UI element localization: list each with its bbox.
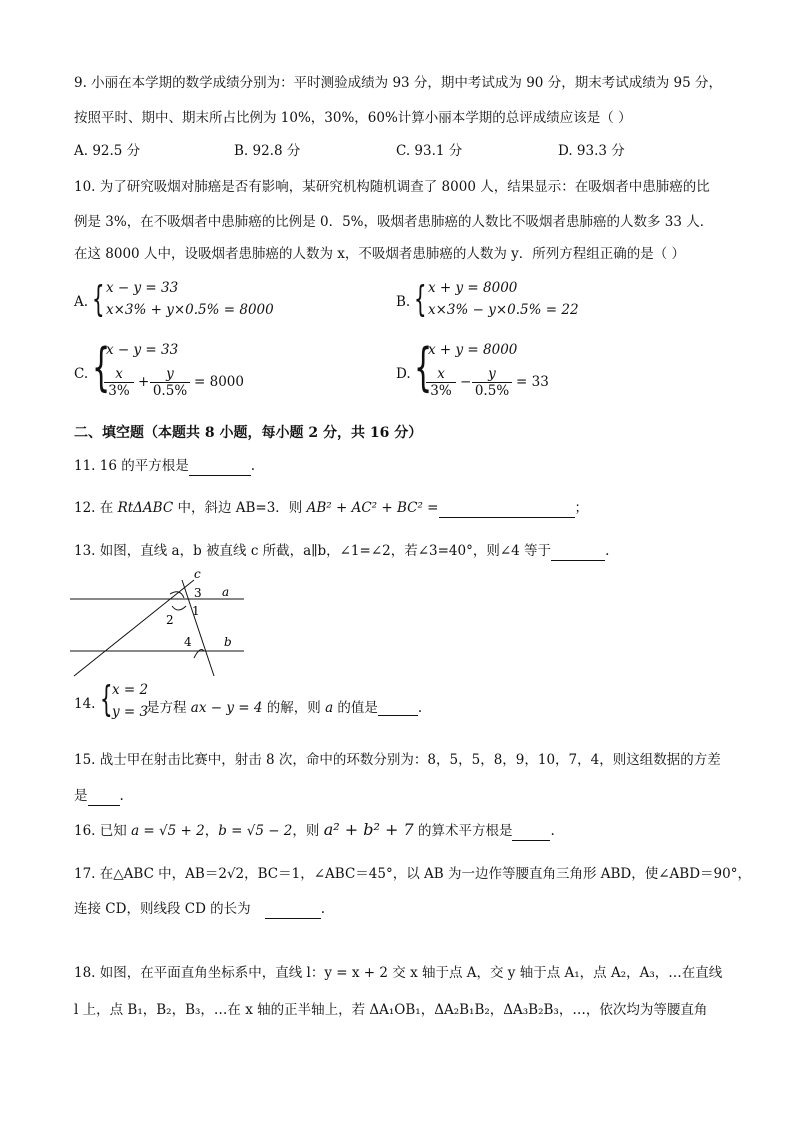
- q12-pre: 12. 在: [74, 500, 118, 516]
- q9-option-d: D. 93.3 分: [558, 143, 625, 159]
- equation: ax − y = 4: [190, 700, 263, 716]
- q10-option-b: [396, 280, 716, 330]
- q9-option-a: A. 92.5 分: [74, 143, 141, 159]
- answer-blank: [88, 789, 120, 806]
- brace: {: [92, 338, 111, 398]
- option-label: D.: [396, 366, 411, 382]
- q14: [74, 679, 574, 728]
- q14-after: 的解，则: [262, 700, 326, 716]
- denominator: 3%: [108, 383, 130, 399]
- label-b: b: [224, 635, 232, 649]
- period: .: [320, 901, 325, 917]
- numerator: y: [150, 366, 190, 383]
- semicolon: ；: [574, 500, 588, 516]
- equation-1: x − y = 33: [106, 280, 179, 296]
- parallel-lines-figure: [70, 566, 250, 678]
- q14-number: 14.: [74, 696, 96, 712]
- expression: a² + b² + 7: [323, 820, 414, 839]
- q9-option-c: C. 93.1 分: [396, 143, 463, 159]
- q17-text: 连接 CD，则线段 CD 的长为: [74, 901, 251, 917]
- answer-blank: [265, 902, 321, 919]
- section-heading: 二、填空题（本题共 8 小题，每小题 2 分，共 16 分）: [74, 425, 423, 441]
- value-a: a = √5 + 2: [131, 823, 205, 839]
- q15-line1: 15. 战士甲在射击比赛中，射击 8 次，命中的环数分别为：8，5，5，8，9，10，7，4，则这组数据的方差: [74, 752, 721, 768]
- q10-option-d: [396, 338, 696, 408]
- equation-1: x + y = 8000: [428, 280, 518, 296]
- q10-line2: 例是 3%，在不吸烟者中患肺癌的比例是 0．5%，吸烟者患肺癌的人数比不吸烟者患肺癌的人数多 33 人．: [74, 214, 714, 230]
- q10-line1: 10. 为了研究吸烟对肺癌是否有影响，某研究机构随机调查了 8000 人，结果显示：在吸烟者中患肺癌的比: [74, 179, 710, 195]
- q13-text: 13. 如图，直线 a，b 被直线 c 所截，a∥b，∠1=∠2，若∠3=40°，则∠4 等于: [74, 543, 552, 559]
- variable-a: a: [325, 700, 334, 716]
- q16-tail: 的算术平方根是: [413, 823, 513, 839]
- period: .: [119, 788, 124, 804]
- triangle-name: RtΔABC: [117, 500, 174, 516]
- q12-mid: 中，斜边 AB=3．则: [173, 500, 307, 516]
- label-angle-3: 3: [194, 586, 202, 600]
- label-angle-4: 4: [184, 635, 192, 649]
- q15-line2: [74, 786, 124, 806]
- q17-line1: 17. 在△ABC 中，AB＝2√2，BC＝1，∠ABC＝45°，以 AB 为一边作等腰直角三角形 ABD，使∠ABD＝90°，: [74, 866, 751, 882]
- q16: [74, 820, 555, 841]
- q10-option-a: [74, 280, 374, 330]
- rhs: = 33: [516, 374, 549, 390]
- brace: {: [414, 279, 427, 320]
- q9-line2: 按照平时、期中、期末所占比例为 10%，30%，60%计算小丽本学期的总评成绩应该是（ ）: [74, 110, 632, 126]
- transversal: [74, 580, 194, 676]
- minus-sign: −: [460, 374, 472, 390]
- equation-1: x = 2: [112, 682, 149, 698]
- q18-line1: 18. 如图，在平面直角坐标系中，直线 l：y = x + 2 交 x 轴于点 A，交 y 轴于点 A₁，点 A₂，A₃，…在直线: [74, 965, 723, 981]
- denominator: 3%: [430, 383, 452, 399]
- q11: [74, 456, 255, 476]
- brace: {: [414, 338, 433, 398]
- answer-blank: [551, 544, 605, 561]
- q18-line2: l 上，点 B₁，B₂，B₃，…在 x 轴的正半轴上，若 ΔA₁OB₁，ΔA₂B₁B₂，ΔA₃B₂B₃，…，依次均为等腰直角: [74, 1002, 708, 1018]
- equation-1: x + y = 8000: [428, 342, 518, 358]
- q10-line3: 在这 8000 人中，设吸烟者患肺癌的人数为 x，不吸烟者患肺癌的人数为 y．所列方程组正确的是（ ）: [74, 246, 686, 262]
- option-label: C.: [74, 366, 89, 382]
- period: .: [550, 823, 555, 839]
- label-a: a: [222, 585, 230, 599]
- q11-text: 11. 16 的平方根是: [74, 458, 189, 474]
- q9-option-b: B. 92.8 分: [234, 143, 301, 159]
- period: .: [417, 700, 423, 716]
- answer-blank: [189, 459, 251, 476]
- equation-2: y = 3: [112, 704, 149, 720]
- q17-line2: [74, 899, 325, 919]
- denominator: 0.5%: [474, 383, 510, 399]
- q9-line1: 9. 小丽在本学期的数学成绩分别为：平时测验成绩为 93 分，期中考试成为 90 分，期末考试成绩为 95 分，: [74, 75, 722, 91]
- q10-option-c: [74, 338, 374, 408]
- fraction-x: [426, 366, 456, 399]
- equals: =: [422, 500, 439, 516]
- period: .: [605, 543, 610, 559]
- brace: {: [100, 679, 113, 720]
- label-angle-2: 2: [166, 613, 174, 627]
- expression: AB² + AC² + BC²: [306, 500, 423, 516]
- label-angle-1: 1: [192, 604, 200, 618]
- q15-text: 是: [74, 788, 88, 804]
- q14-tail: 的值是: [333, 700, 378, 716]
- equation-2: x×3% + y×0.5% = 8000: [106, 302, 274, 318]
- numerator: y: [472, 366, 512, 383]
- fraction-y: [150, 366, 190, 399]
- q16-mid: ，则: [292, 823, 324, 839]
- q16-pre: 16. 已知: [74, 823, 132, 839]
- answer-blank: [378, 699, 418, 716]
- denominator: 0.5%: [152, 383, 188, 399]
- answer-blank: [512, 824, 550, 841]
- fraction-y: [472, 366, 512, 399]
- answer-blank: [439, 501, 575, 518]
- rhs: = 8000: [194, 374, 244, 390]
- q12: [74, 498, 588, 518]
- numerator: x: [426, 366, 456, 383]
- numerator: x: [104, 366, 134, 383]
- equation-2: x×3% − y×0.5% = 22: [428, 302, 579, 318]
- option-label: A.: [74, 294, 89, 310]
- option-label: B.: [396, 294, 411, 310]
- plus-sign: +: [138, 374, 150, 390]
- q13: [74, 541, 609, 561]
- fraction-x: [104, 366, 134, 399]
- period: .: [250, 458, 256, 474]
- q14-mid: 是方程: [146, 700, 191, 716]
- angle-arc-1: [172, 606, 186, 610]
- separator: ，: [204, 823, 219, 839]
- equation-1: x − y = 33: [106, 342, 179, 358]
- value-b: b = √5 − 2: [218, 823, 293, 839]
- brace: {: [92, 279, 105, 320]
- label-c: c: [194, 567, 201, 581]
